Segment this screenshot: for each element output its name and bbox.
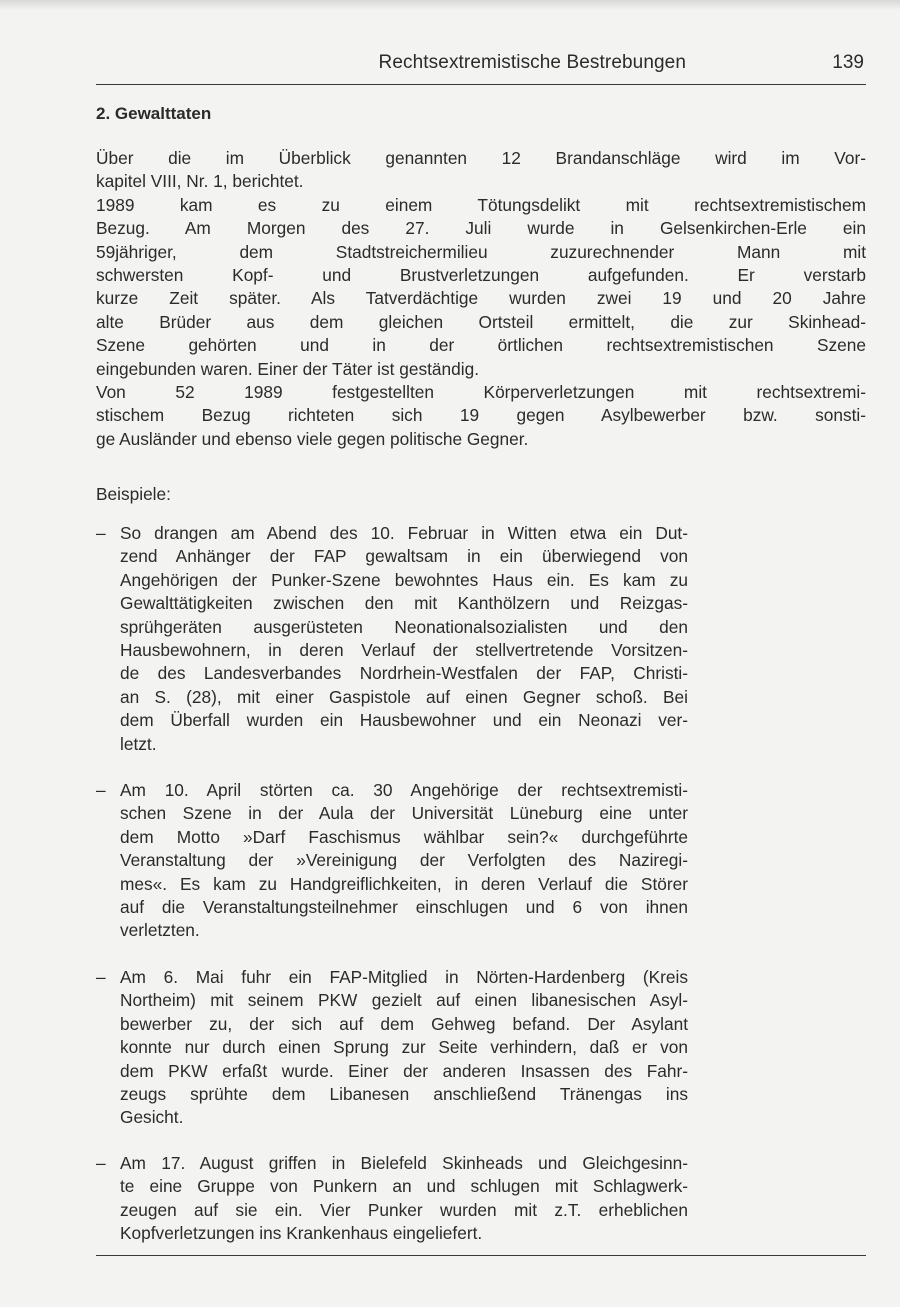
text-line: an S. (28), mit einer Gaspistole auf einen Gegner schoß. Bei: [120, 686, 688, 707]
text-line: zend Anhänger der FAP gewaltsam in ein überwiegend von: [120, 546, 688, 567]
text-line: eingebunden waren. Einer der Täter ist geständig.: [96, 358, 479, 379]
running-title: Rechtsextremistische Bestrebungen: [378, 52, 686, 73]
text-line: So drangen am Abend des 10. Februar in Witten etwa ein Dut-: [120, 523, 688, 543]
list-dash: –: [96, 1153, 106, 1173]
examples-label: Beispiele:: [96, 484, 171, 504]
text-line: Von 52 1989 festgestellten Körperverletzungen mit rechtsextremi-: [96, 382, 866, 403]
text-line: auf die Veranstaltungsteilnehmer einschlugen und 6 von ihnen: [120, 897, 688, 918]
text-line: bewerber zu, der sich auf dem Gehweg befand. Der Asylant: [120, 1013, 688, 1034]
text-line: Northeim) mit seinem PKW gezielt auf einen libanesischen Asyl-: [120, 990, 688, 1011]
text-line: dem Überfall wurden ein Hausbewohner und ein Neonazi ver-: [120, 710, 688, 731]
text-line: Am 6. Mai fuhr ein FAP-Mitglied in Nörten-Hardenberg (Kreis: [120, 967, 688, 987]
text-line: kapitel VIII, Nr. 1, berichtet.: [96, 171, 304, 192]
example-text: [120, 966, 688, 1130]
page-header: [96, 50, 866, 85]
text-line: alte Brüder aus dem gleichen Ortsteil ermittelt, die zur Skinhead-: [96, 311, 866, 332]
text-line: Am 10. April störten ca. 30 Angehörige der rechtsextremisti-: [120, 780, 688, 800]
section-title: 2. Gewalttaten: [96, 104, 212, 123]
text-line: schen Szene in der Aula der Universität Lüneburg eine unter: [120, 803, 688, 824]
scan-edge-shadow: [0, 0, 900, 10]
list-dash: –: [96, 780, 106, 800]
list-dash: –: [96, 967, 106, 987]
text-line: 1989 kam es zu einem Tötungsdelikt mit rechtsextremistischem: [96, 194, 866, 215]
text-line: Szene gehörten und in der örtlichen rechtsextremistischen Szene: [96, 335, 866, 356]
text-line: Gewalttätigkeiten zwischen den mit Kanthölzern und Reizgas-: [120, 593, 688, 614]
example-text: [120, 522, 688, 756]
text-line: Hausbewohnern, in deren Verlauf der stellvertretende Vorsitzen-: [120, 640, 688, 661]
page-number: 139: [832, 52, 864, 73]
text-line: Über die im Überblick genannten 12 Brandanschläge wird im Vor-: [96, 148, 866, 168]
text-line: schwersten Kopf- und Brustverletzungen aufgefunden. Er verstarb: [96, 265, 866, 286]
text-line: te eine Gruppe von Punkern an und schlugen mit Schlagwerk-: [120, 1176, 688, 1197]
text-line: Gesicht.: [120, 1107, 184, 1128]
text-line: mes«. Es kam zu Handgreiflichkeiten, in deren Verlauf die Störer: [120, 873, 688, 894]
text-line: Am 17. August griffen in Bielefeld Skinheads und Gleichgesinn-: [120, 1153, 688, 1173]
example-text: [120, 779, 688, 943]
list-dash: –: [96, 523, 106, 543]
example-text: [120, 1152, 688, 1246]
text-line: Veranstaltung der »Vereinigung der Verfolgten des Naziregi-: [120, 850, 688, 871]
text-line: dem PKW erfaßt wurde. Einer der anderen Insassen des Fahr-: [120, 1060, 688, 1081]
footer-rule: [96, 1255, 866, 1256]
text-line: zeugs sprühte dem Libanesen anschließend Tränengas ins: [120, 1084, 688, 1105]
text-line: Angehörigen der Punker-Szene bewohntes Haus ein. Es kam zu: [120, 569, 688, 590]
intro-paragraph: [96, 147, 866, 451]
text-line: stischem Bezug richteten sich 19 gegen Asylbewerber bzw. sonsti-: [96, 405, 866, 426]
text-line: sprühgeräten ausgerüsteten Neonationalsozialisten und den: [120, 616, 688, 637]
text-line: 59jähriger, dem Stadtstreichermilieu zuzurechnender Mann mit: [96, 241, 866, 262]
text-line: verletzten.: [120, 920, 200, 941]
text-line: zeugen auf sie ein. Vier Punker wurden mit z.T. erheblichen: [120, 1199, 688, 1220]
text-line: ge Ausländer und ebenso viele gegen politische Gegner.: [96, 428, 529, 449]
text-line: Bezug. Am Morgen des 27. Juli wurde in Gelsenkirchen-Erle ein: [96, 218, 866, 239]
text-line: kurze Zeit später. Als Tatverdächtige wurden zwei 19 und 20 Jahre: [96, 288, 866, 309]
text-line: konnte nur durch einen Sprung zur Seite verhindern, daß er von: [120, 1037, 688, 1058]
text-line: Kopfverletzungen ins Krankenhaus eingeliefert.: [120, 1223, 483, 1244]
text-line: de des Landesverbandes Nordrhein-Westfalen der FAP, Christi-: [120, 663, 688, 684]
text-line: letzt.: [120, 733, 157, 754]
text-line: dem Motto »Darf Faschismus wählbar sein?« durchgeführte: [120, 826, 688, 847]
